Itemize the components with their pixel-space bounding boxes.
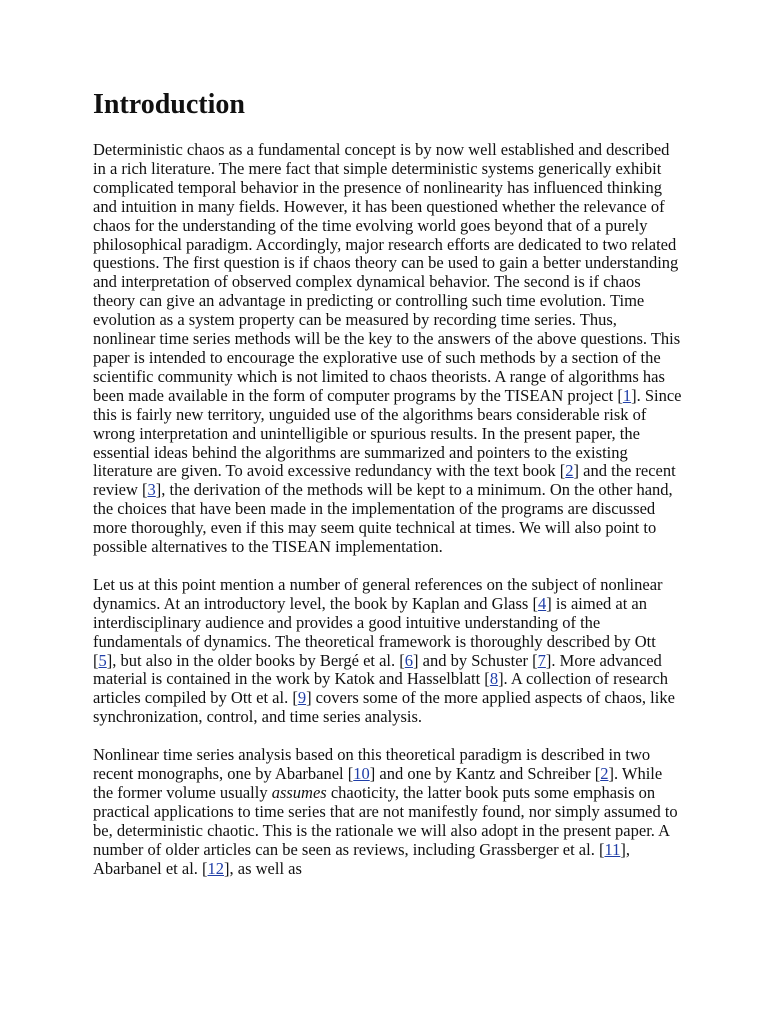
paragraph-text: Let us at this point mention a number of general references on the subject of nonlinear dynamics. At an introductory level, the book by Kaplan and Glass [	[93, 574, 663, 613]
paragraph-text: ]. While the former volume usually	[93, 764, 663, 802]
citation-link-3[interactable]: 3	[147, 480, 156, 500]
citation-link-1[interactable]: 1	[622, 385, 632, 405]
paragraph-text: ], but also in the older books by Bergé et al. [	[106, 650, 405, 670]
citation-link-8[interactable]: 8	[489, 669, 499, 689]
citation-link-2b[interactable]: 2	[600, 764, 609, 784]
paragraph-1	[93, 141, 683, 557]
emphasized-word: assumes	[271, 783, 327, 802]
citation-link-5[interactable]: 5	[98, 650, 107, 670]
citation-link-11[interactable]: 11	[604, 839, 621, 859]
paragraph-3	[93, 746, 683, 878]
paragraph-text: ]. A collection of research articles compiled by Ott et al. [	[93, 669, 669, 708]
paragraph-text: ] and the recent review [	[93, 461, 676, 500]
paragraph-text: ], as well as	[224, 858, 302, 878]
citation-link-12[interactable]: 12	[207, 858, 225, 878]
paragraph-text: ], the derivation of the methods will be kept to a minimum. On the other hand, the choices that have been made in the implementation of the programs are discussed more thoroughly, even if this may seem quite technical at times. We will also point to possible alternatives to the TISEAN implementation.	[93, 480, 673, 557]
paragraph-text: ]. More advanced material is contained in the work by Katok and Hasselblatt [	[93, 650, 662, 689]
citation-link-2[interactable]: 2	[565, 461, 574, 481]
citation-link-10[interactable]: 10	[353, 764, 370, 784]
paragraph-text: Deterministic chaos as a fundamental concept is by now well established and described in a rich literature. The mere fact that simple deterministic systems generically exhibit complicated temporal behavior in the presence of nonlinearity has influenced thinking and intuition in many fields. However, it has been questioned whether the relevance of chaos for the understanding of the time evolving world goes beyond that of a purely philosophical paradigm. Accordingly, major research efforts are dedicated to two related questions. The first question is if chaos theory can be used to gain a better understanding and interpretation of observed complex dynamical behavior. The second is if chaos theory can give an advantage in predicting or controlling such time evolution. Time evolution as a system property can be measured by recording time series. Thus, nonlinear time series methods will be the key to the answers of the above questions. This paper is intended to encourage the explorative use of such methods by a section of the scientific community which is not limited to chaos theorists. A range of algorithms has been made available in the form of computer programs by the TISEAN project [	[93, 140, 681, 405]
paragraph-2	[93, 576, 683, 727]
paragraph-text: ] covers some of the more applied aspects of chaos, like synchronization, control, and time series analysis.	[93, 688, 675, 727]
citation-link-7[interactable]: 7	[537, 650, 546, 670]
citation-link-9[interactable]: 9	[297, 688, 307, 708]
paragraph-text: ]. Since this is fairly new territory, unguided use of the algorithms bears considerable risk of wrong interpretation and unintelligible or spurious results. In the present paper, the essential ideas behind the algorithms are summarized and pointers to the existing literature are given. To avoid excessive redundancy with the text book [	[93, 385, 682, 481]
section-heading: Introduction	[93, 89, 245, 120]
citation-link-4[interactable]: 4	[537, 593, 547, 613]
document-page	[93, 84, 683, 898]
citation-link-6[interactable]: 6	[404, 650, 414, 670]
paragraph-text: chaoticity, the latter book puts some emphasis on practical applications to time series that are not manifestly found, nor simply assumed to be, deterministic chaotic. This is the rationale we will also adopt in the present paper. A number of older articles can be seen as reviews, including Grassberger et al. [	[93, 783, 678, 859]
paragraph-text: Nonlinear time series analysis based on this theoretical paradigm is described in two recent monographs, one by Abarbanel [	[93, 745, 651, 784]
paragraph-text: ], Abarbanel et al. [	[93, 839, 630, 878]
paragraph-text: ] and one by Kantz and Schreiber [	[369, 764, 601, 784]
paragraph-text: ] and by Schuster [	[413, 650, 538, 670]
paragraph-text: ] is aimed at an interdisciplinary audience and provides a good intuitive understanding of the fundamentals of dynamics. The theoretical framework is thoroughly described by Ott [	[93, 593, 656, 670]
